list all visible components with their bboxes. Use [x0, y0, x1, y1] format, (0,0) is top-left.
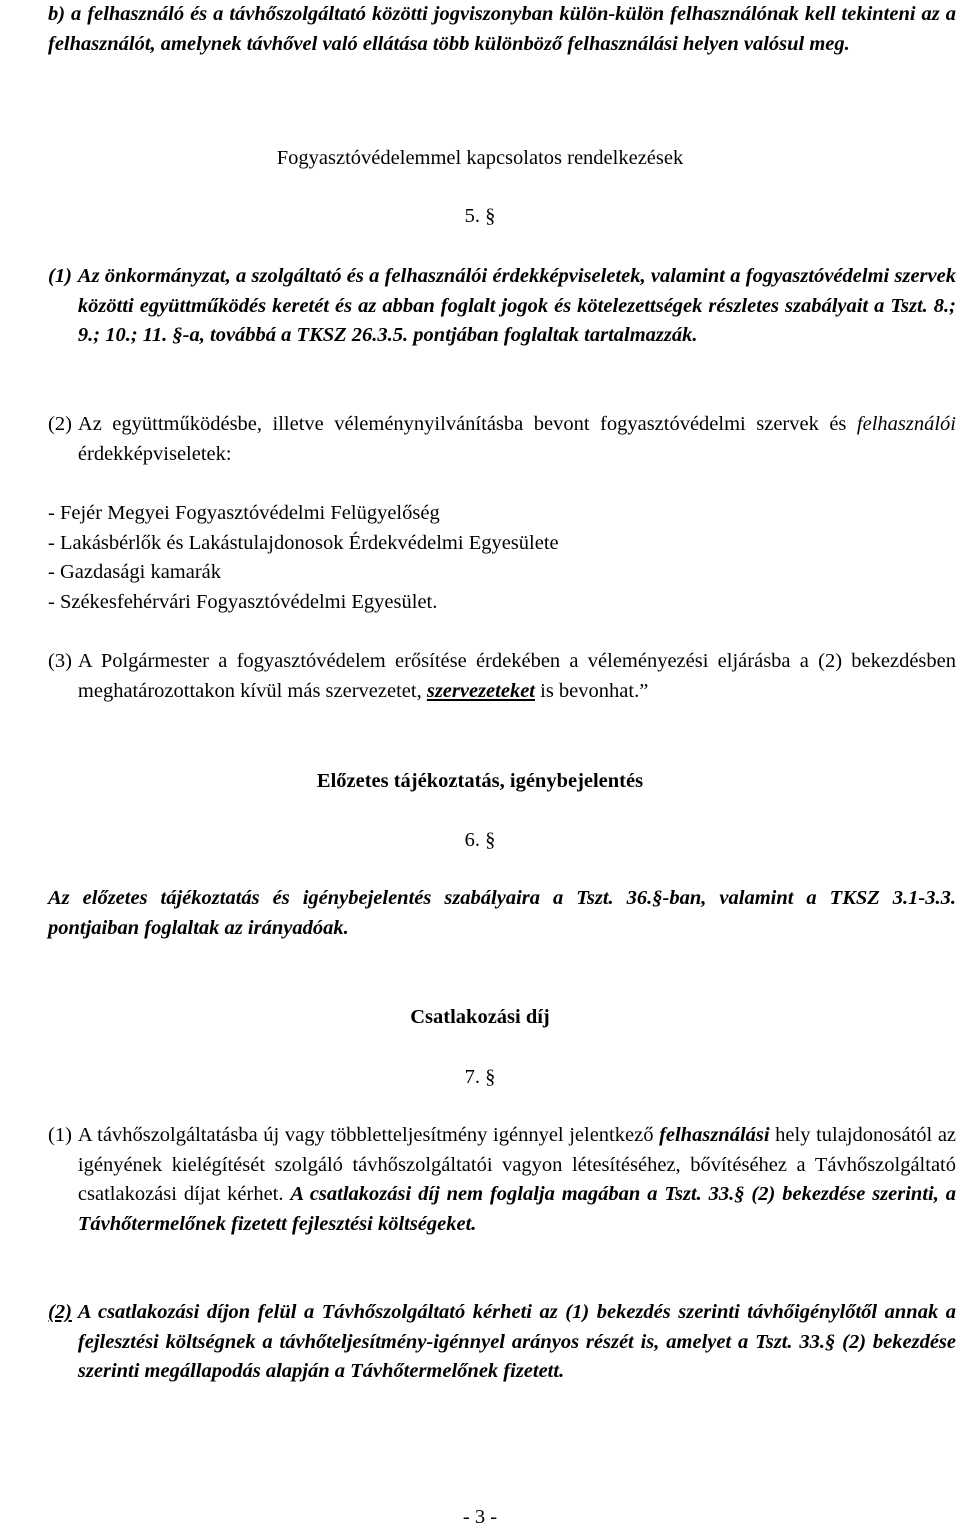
- section-5-paragraph-1: [48, 262, 956, 351]
- paragraph-b: b) a felhasználó és a távhőszolgáltató közötti jogviszonyban külön-külön felhasználónak kell tekinteni az a felhasználót, amelynek távhővel való ellátása több különböző felhasználási helyen valósul meg.: [48, 3, 956, 55]
- section-6-number: 6. §: [464, 829, 496, 851]
- paragraph-text: A Polgármester a fogyasztóvédelem erősítése érdekében a véleményezési eljárásba a (2) bekezdésben meghatározottakon kívül más szervezetet, szervezeteket is bevonhat.”: [77, 650, 956, 702]
- paragraph-text: A távhőszolgáltatásba új vagy többletteljesítmény igénnyel jelentkező felhasználási hely tulajdonosától az igényének kielégítését szolgáló távhőszolgáltatói vagyon létesítéséhez, bővítéséhez a Távhőszolgáltató csatlakozási díjat kérhet. A csatlakozási díj nem foglalja magában a Tszt. 33.§ (2) bekezdése szerinti, a Távhőtermelőnek fizetett fejlesztési költségeket.: [77, 1124, 957, 1235]
- paragraph-number: (1): [48, 1124, 72, 1146]
- paragraph-text: Az együttműködésbe, illetve véleménynyilvánításba bevont fogyasztóvédelmi szervek és felhasználói érdekképviseletek:: [77, 413, 956, 465]
- paragraph-text: A csatlakozási díjon felül a Távhőszolgáltató kérheti az (1) bekezdés szerinti távhőigénylőtől annak a fejlesztési költségnek a távhőteljesítmény-igénnyel arányos részét is, amelyet a Tszt. 33.§ (2) bekezdése szerinti megállapodás alapján a Távhőtermelőnek fizetett.: [77, 1301, 956, 1382]
- paragraph-number: (3): [48, 650, 72, 672]
- paragraph-number: (1): [48, 265, 72, 287]
- section-7-paragraph-1: [48, 1121, 956, 1239]
- paragraph-number: (2): [48, 413, 72, 435]
- paragraph-text: Az önkormányzat, a szolgáltató és a felhasználói érdekképviseletek, valamint a fogyasztóvédelmi szervek közötti együttműködés keretét és az abban foglalt jogok és kötelezettségek részletes szabályait a Tszt. 8.; 9.; 10.; 11. §-a, továbbá a TKSZ 26.3.5. pontjában foglaltak tartalmazzák.: [77, 265, 956, 346]
- page-number: - 3 -: [462, 1506, 498, 1528]
- section-6-title: Előzetes tájékoztatás, igénybejelentés: [316, 770, 644, 792]
- section-7-number: 7. §: [464, 1066, 496, 1088]
- section-5-paragraph-3: [48, 647, 956, 706]
- section-6-text: Az előzetes tájékoztatás és igénybejelentés szabályaira a Tszt. 36.§-ban, valamint a TKSZ 3.1-3.3. pontjaiban foglaltak az irányadóak.: [48, 887, 956, 939]
- section-7-paragraph-2: [48, 1298, 956, 1387]
- paragraph-number: (2): [48, 1301, 72, 1323]
- section-7-title: Csatlakozási díj: [410, 1006, 550, 1028]
- list-item: - Fejér Megyei Fogyasztóvédelmi Felügyelőség: [48, 502, 440, 524]
- list-item: - Gazdasági kamarák: [48, 561, 222, 583]
- section-5-paragraph-2: [48, 410, 956, 469]
- list-item: - Lakásbérlők és Lakástulajdonosok Érdekvédelmi Egyesülete: [48, 531, 559, 554]
- section-5-number: 5. §: [464, 205, 496, 227]
- list-item: - Székesfehérvári Fogyasztóvédelmi Egyesület.: [48, 590, 438, 613]
- organization-list: [48, 499, 956, 617]
- section-5-title: Fogyasztóvédelemmel kapcsolatos rendelkezések: [276, 147, 684, 169]
